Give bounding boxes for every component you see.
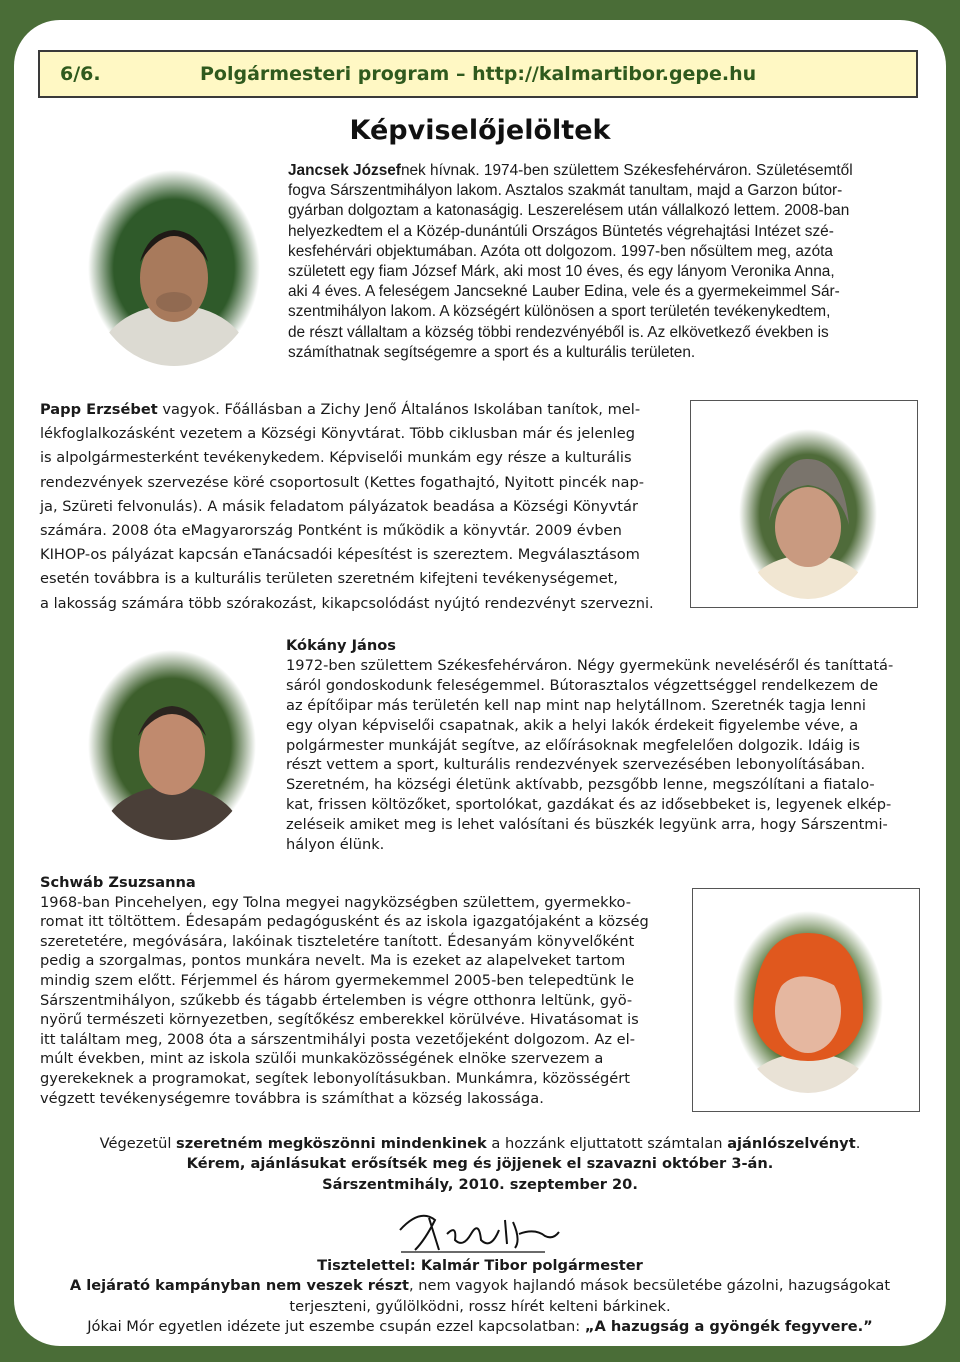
bio-line: született egy fiam József Márk, aki most 10 éves, és egy lányom Veronika Anna,: [288, 263, 835, 281]
closing-nomination: ajánlószelvényt: [727, 1135, 856, 1152]
closing-campaign: A lejárató kampányban nem veszek részt: [69, 1277, 409, 1295]
bio-line: pedig a szorgalmas, pontos munkára nevelt. Ma is ezeket az alapelveket tartom: [40, 952, 626, 970]
candidate-photo-papp: [739, 429, 877, 599]
bio-line: is alpolgármesterként tevékenykedem. Képviselői munkám egy része a kulturális: [40, 449, 632, 467]
closing-thanks: szeretném megköszönni mindenkinek: [176, 1135, 487, 1152]
bio-kokany: [286, 636, 936, 855]
candidate-name-kokany: Kókány János: [286, 637, 396, 654]
candidate-name-papp: Papp Erzsébet: [40, 401, 158, 418]
bio-line: aki 4 éves. A feleségem Jancsekné Lauber Edina, vele és a gyermekeimmel Sár-: [288, 283, 840, 301]
closing-text: a hozzánk eljuttatott számtalan: [486, 1135, 728, 1152]
page-number: 6/6.: [60, 63, 101, 85]
bio-line: kat, frissen költözőket, sportolókat, gazdákat és az idősebbeket is, legyenek elkép-: [286, 796, 892, 814]
photo-box-papp: [690, 400, 918, 608]
signature-image: [395, 1200, 565, 1260]
signoff: Tisztelettel: Kalmár Tibor polgármester: [317, 1257, 643, 1274]
page-header: [38, 50, 918, 98]
closing-text: , nem vagyok hajlandó mások becsületébe gázolni, hazugságokat: [408, 1277, 891, 1295]
bio-line: polgármester munkáját segítve, az előírásoknak megfelelően dolgozik. Idáig is: [286, 736, 860, 754]
header-title: Polgármesteri program – http://kalmartibor.gepe.hu: [200, 63, 757, 85]
bio-line: de részt vállaltam a község többi rendezvényéből is. Az elkövetkező években is: [288, 323, 829, 341]
bio-line: számíthatnak segítségemre a sport és a kulturális területen.: [288, 343, 696, 361]
bio-line: gyárban dolgoztam a katonaságig. Leszerelésem után vállalkozó lettem. 2008-ban: [288, 202, 850, 220]
bio-line: helyezkedtem el a Közép-dunántúli Országos Büntetés végrehajtási Intézet szé-: [288, 222, 834, 240]
bio-line: 1972-ben születtem Székesfehérváron. Négy gyermekünk neveléséről és taníttatá-: [286, 656, 894, 674]
bio-line: nyörű természeti környezetben, segítőkész emberekkel körülvéve. Hivatásomat is: [40, 1011, 639, 1029]
section-title: Képviselőjelöltek: [349, 115, 611, 146]
closing-text: terjeszteni, gyűlölködni, rossz hírét kelteni bárkinek.: [289, 1297, 671, 1315]
candidate-name-schwab: Schwáb Zsuzsanna: [40, 874, 196, 891]
bio-line: mindig szem előtt. Férjemmel és három gyermekemmel 2005-ben telepedtünk le: [40, 971, 635, 989]
bio-line: az építőipar más területén kell nap mint nap helytállnom. Szeretnék tagja lenni: [286, 696, 866, 714]
closing-text: .: [855, 1135, 861, 1152]
bio-line: vagyok. Főállásban a Zichy Jenő Általános Iskolában tanítok, mel-: [157, 401, 641, 418]
bio-line: Sárszentmihályon, szűkebb és tágabb értelemben is végre otthonra leltünk, gyö-: [40, 991, 633, 1009]
bio-line: fogva Sárszentmihályon lakom. Asztalos szakmát tanultam, majd a Garzon bútor-: [288, 182, 843, 200]
bio-line: számára. 2008 óta eMagyarország Pontként is működik a könyvtár. 2009 évben: [40, 522, 622, 540]
bio-line: rendezvények szervezése köré csoportosult (Kettes fogathajtó, Nyitott pincék nap-: [40, 473, 644, 491]
bio-line: zeléseik amiket meg is lehet valósítani és büszkék legyünk arra, hogy Sárszentmi-: [286, 816, 888, 834]
bio-line: 1968-ban Pincehelyen, egy Tolna megyei nagyközségben születtem, gyermekko-: [40, 893, 631, 911]
bio-line: egy olyan képviselői csapatnak, akik a helyi lakók érdekeit figyelembe véve, a: [286, 716, 859, 734]
bio-line: gyerekeknek a programokat, segítek lebonyolításukban. Munkámra, közösségért: [40, 1069, 630, 1087]
bio-line: múlt években, mint az iskola szülői munkaközösségének elnöke szervezem a: [40, 1050, 604, 1068]
bio-line: kesfehérvári objektumában. Azóta ott dolgozom. 1997-ben nősültem meg, azóta: [288, 242, 833, 260]
candidate-photo-kokany: [88, 650, 256, 840]
bio-line: hályon élünk.: [286, 836, 385, 854]
closing-paragraph: [30, 1134, 930, 1195]
bio-jancsek: [288, 161, 928, 363]
bio-schwab: [40, 873, 690, 1108]
bio-line: részt vettem a sport, kulturális rendezvények szervezésében lebonyolításában.: [286, 756, 866, 774]
bio-line: esetén továbbra is a kulturális területen szeretném kifejteni tevékenységemet,: [40, 570, 619, 588]
closing-text: Végezetül: [99, 1135, 177, 1152]
bio-line: romat itt töltöttem. Édesapám pedagógusként és az iskola igazgatójaként a község: [40, 913, 649, 931]
bio-line: Szeretném, ha községi életünk aktívabb, pezsgőbb lenne, megszólítani a fiatalo-: [286, 776, 875, 794]
bio-line: végzett tevékenységemre továbbra is számíthat a község lakossága.: [40, 1089, 544, 1107]
candidate-name-jancsek: Jancsek József: [288, 162, 401, 179]
bio-line: ja, Szüreti felvonulás). A másik feladatom pályázatok beadása a Községi Könyvtár: [40, 497, 638, 515]
bio-line: sáról gondoskodunk feleségemmel. Bútorasztalos végzettséggel rendelkezem de: [286, 676, 879, 694]
candidate-photo-jancsek: [88, 170, 260, 366]
candidate-photo-schwab: [733, 911, 883, 1093]
signoff-block: [30, 1256, 930, 1338]
closing-quote: „A hazugság a gyöngék fegyvere.”: [584, 1318, 873, 1336]
bio-line: a lakosság számára több szórakozást, kikapcsolódást nyújtó rendezvényt szervezni.: [40, 594, 654, 612]
photo-box-schwab: [692, 888, 920, 1112]
closing-text: Jókai Mór egyetlen idézete jut eszembe csupán ezzel kapcsolatban:: [87, 1318, 585, 1336]
bio-papp: [40, 398, 690, 616]
bio-line: KIHOP-os pályázat kapcsán eTanácsadói képesítést is szereztem. Megválasztásom: [40, 546, 640, 564]
closing-date: Sárszentmihály, 2010. szeptember 20.: [322, 1175, 638, 1193]
bio-line: szentmihályon lakom. A községért különösen a sport területén tevékenykedtem,: [288, 303, 831, 321]
bio-line: itt találtam meg, 2008 óta a sárszentmihályi posta vezetőjeként dolgozom. Az el-: [40, 1030, 635, 1048]
bio-line: lékfoglalkozásként vezetem a Községi Könyvtárat. Több ciklusban már és jelenleg: [40, 425, 635, 443]
bio-line: szeretetére, megóvására, lakóinak tiszteletére tanított. Édesanyám könyvelőként: [40, 932, 635, 950]
bio-line: nek hívnak. 1974-ben születtem Székesfehérváron. Születésemtől: [400, 162, 853, 179]
closing-appeal: Kérem, ajánlásukat erősítsék meg és jöjjenek el szavazni október 3-án.: [186, 1155, 774, 1173]
